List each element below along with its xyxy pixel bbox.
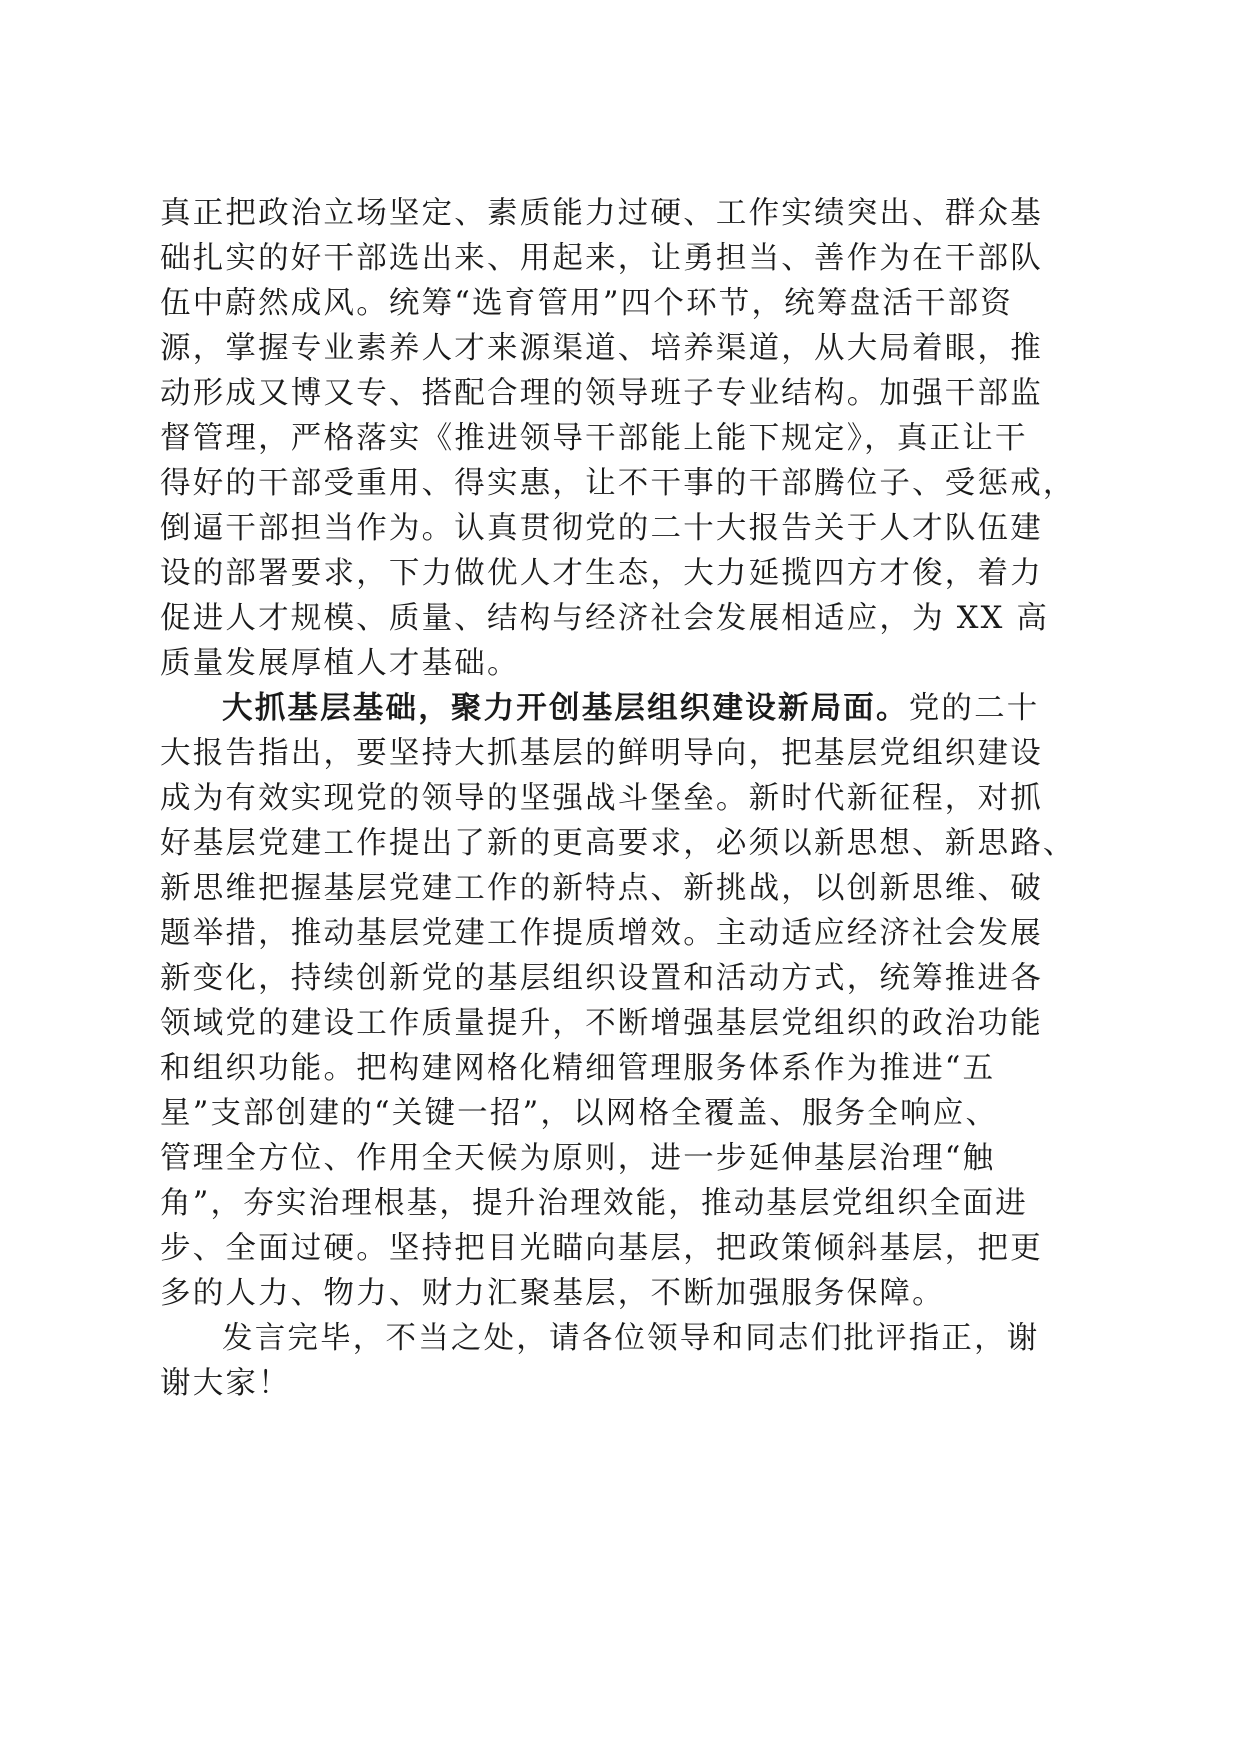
- text-line: 设的部署要求，下力做优人才生态，大力延揽四方才俊，着力: [160, 556, 1043, 591]
- paragraph-first-line: [160, 686, 1080, 731]
- text-line: 促进人才规模、质量、结构与经济社会发展相适应，为 XX 高: [160, 601, 1050, 636]
- text-line: 好基层党建工作提出了新的更高要求，必须以新思想、新思路、: [160, 826, 1076, 861]
- text-line: 管理全方位、作用全天候为原则，进一步延伸基层治理“触: [160, 1141, 996, 1176]
- text-run: 党的二十: [908, 691, 1040, 726]
- text-line: 大报告指出，要坚持大抓基层的鲜明导向，把基层党组织建设: [160, 736, 1043, 771]
- text-line: 角”，夯实治理根基，提升治理效能，推动基层党组织全面进: [160, 1186, 1028, 1221]
- paragraph-3: [160, 1316, 1080, 1406]
- text-line: 得好的干部受重用、得实惠，让不干事的干部腾位子、受惩戒，: [160, 466, 1076, 501]
- text-line: 新变化，持续创新党的基层组织设置和活动方式，统筹推进各: [160, 961, 1043, 996]
- paragraph-2: [160, 686, 1080, 1316]
- text-line: 质量发展厚植人才基础。: [160, 646, 520, 681]
- text-line: 础扎实的好干部选出来、用起来，让勇担当、善作为在干部队: [160, 241, 1043, 276]
- paragraph-1: [160, 191, 1080, 686]
- text-line: 倒逼干部担当作为。认真贯彻党的二十大报告关于人才队伍建: [160, 511, 1043, 546]
- text-line: 成为有效实现党的领导的坚强战斗堡垒。新时代新征程，对抓: [160, 781, 1043, 816]
- text-line: 督管理，严格落实《推进领导干部能上能下规定》，真正让干: [160, 421, 1028, 456]
- text-line: 真正把政治立场坚定、素质能力过硬、工作实绩突出、群众基: [160, 196, 1043, 231]
- text-line: 伍中蔚然成风。统筹“选育管用”四个环节，统筹盘活干部资: [160, 286, 1014, 321]
- text-line: 题举措，推动基层党建工作提质增效。主动适应经济社会发展: [160, 916, 1043, 951]
- text-line: 领域党的建设工作质量提升，不断增强基层党组织的政治功能: [160, 1006, 1043, 1041]
- text-line: 多的人力、物力、财力汇聚基层，不断加强服务保障。: [160, 1276, 945, 1311]
- text-line: 发言完毕，不当之处，请各位领导和同志们批评指正，谢: [222, 1321, 1040, 1356]
- paragraph-heading: 大抓基层基础，聚力开创基层组织建设新局面。: [222, 690, 909, 726]
- text-line: 源，掌握专业素养人才来源渠道、培养渠道，从大局着眼，推: [160, 331, 1043, 366]
- text-line: 新思维把握基层党建工作的新特点、新挑战，以创新思维、破: [160, 871, 1043, 906]
- text-line: 星”支部创建的“关键一招”，以网格全覆盖、服务全响应、: [160, 1096, 999, 1131]
- document-body: [160, 191, 1080, 1406]
- text-line: 谢大家！: [160, 1366, 291, 1401]
- text-line: 步、全面过硬。坚持把目光瞄向基层，把政策倾斜基层，把更: [160, 1231, 1043, 1266]
- text-line: 和组织功能。把构建网格化精细管理服务体系作为推进“五: [160, 1051, 996, 1086]
- text-line: 动形成又博又专、搭配合理的领导班子专业结构。加强干部监: [160, 376, 1043, 411]
